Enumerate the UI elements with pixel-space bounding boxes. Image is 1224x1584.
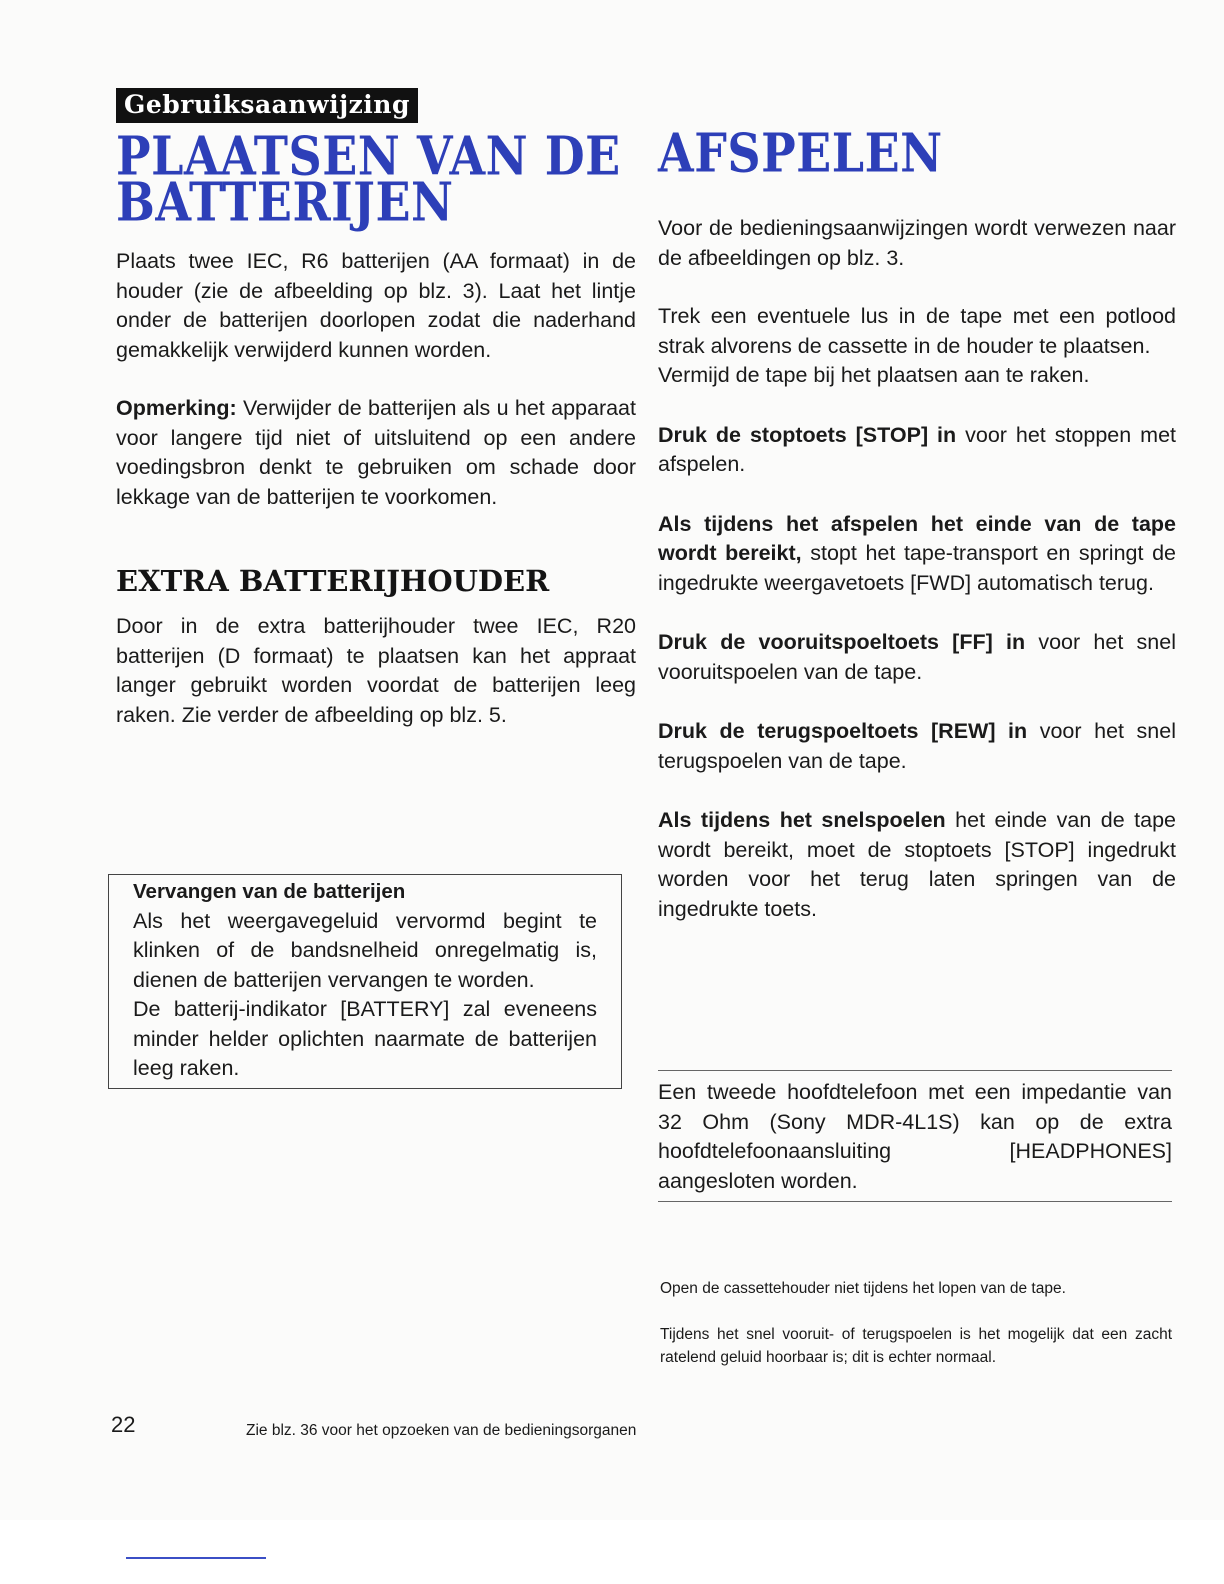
playback-p2: Trek een eventuele lus in de tape met een potlood strak alvorens de cassette in de houder te plaatsen. [658,304,1176,358]
end-of-tape-bold: Als tijdens het afspelen het einde van de tape wordt bereikt, [658,511,1176,565]
end-of-tape-paragraph [658,510,1176,599]
playback-p3: Vermijd de tape bij het plaatsen aan te raken. [658,363,1090,387]
divider-bottom [658,1201,1172,1202]
page-edge [0,1520,1224,1584]
stop-text: voor het stoppen met afspelen. [658,422,1176,476]
rew-paragraph [658,717,1176,776]
playback-title: AFSPELEN [658,121,943,185]
batteries-intro: Plaats twee IEC, R6 batterijen (AA formaat) in de houder (zie de afbeelding op blz. 3). Laat het lintje onder de batterijen doorlopen zodat die naderhand gemakkelijk verwijderd kunnen worden. [116,249,636,362]
title-line-1: PLAATSEN VAN DE [116,124,621,188]
section-label: Gebruiksaanwijzing [116,88,418,123]
box-paragraph-2: De batterij-indikator [BATTERY] zal eveneens minder helder oplichten naarmate de batterijen leeg raken. [133,997,597,1080]
rew-bold: Druk de terugspoeltoets [REW] in [658,719,1028,743]
end-of-tape-text: stopt het tape-transport en springt de ingedrukte weergavetoets [FWD] automatisch terug. [658,541,1176,595]
fast-wind-paragraph [658,806,1176,924]
page-number: 22 [111,1412,136,1437]
fast-wind-bold: Als tijdens het snelspoelen [658,808,946,832]
note-paragraph [116,394,636,512]
left-column [116,88,636,730]
divider-top [658,1070,1172,1071]
stop-paragraph [658,421,1176,480]
note-text: Verwijder de batterijen als u het apparaat voor langere tijd niet of uitsluitend op een andere voedingsbron denkt te gebruiken om schade door lekkage van de batterijen te voorkomen. [116,396,636,509]
extra-holder-title: EXTRA BATTERIJHOUDER [116,564,550,598]
extra-holder-text: Door in de extra batterijhouder twee IEC, R20 batterijen (D formaat) te plaatsen kan het appraat langer gebruikt worden voordat de batterijen leeg raken. Zie verder de afbeelding op blz. 5. [116,614,636,727]
batteries-title [116,124,636,234]
blue-mark [126,1557,266,1559]
box-paragraph-1: Als het weergavegeluid vervormd begint te klinken of de bandsnelheid onregelmatig is, dienen de batterijen vervangen te worden. [133,908,597,992]
rew-text: voor het snel terugspoelen van de tape. [658,719,1176,773]
footer-reference: Zie blz. 36 voor het opzoeken van de bedieningsorganen [246,1422,637,1439]
note-label: Opmerking: [116,396,237,420]
ff-paragraph [658,628,1176,687]
title-line-2: BATTERIJEN [116,170,454,234]
headphone-note: Een tweede hoofdtelefoon met een impedantie van 32 Ohm (Sony MDR-4L1S) kan op de extra hoofdtelefoonaansluiting [HEADPHONES] aangesloten worden. [658,1080,1172,1193]
fast-wind-text: het einde van de tape wordt bereikt, moet de stoptoets [STOP] ingedrukt worden voor het terug laten springen van de ingedrukte toets. [658,808,1176,921]
small-note-2: Tijdens het snel vooruit- of terugspoelen is het mogelijk dat een zacht ratelend geluid hoorbaar is; dit is echter normaal. [660,1326,1172,1366]
ff-text: voor het snel vooruitspoelen van de tape. [658,630,1176,684]
box-heading: Vervangen van de batterijen [133,880,406,903]
ff-bold: Druk de vooruitspoeltoets [FF] in [658,630,1026,654]
stop-bold: Druk de stoptoets [STOP] in [658,422,957,447]
replace-batteries-box [108,874,622,1089]
right-column [658,121,1176,924]
playback-p1: Voor de bedieningsaanwijzingen wordt verwezen naar de afbeeldingen op blz. 3. [658,216,1176,270]
small-note-1: Open de cassettehouder niet tijdens het lopen van de tape. [660,1280,1066,1297]
